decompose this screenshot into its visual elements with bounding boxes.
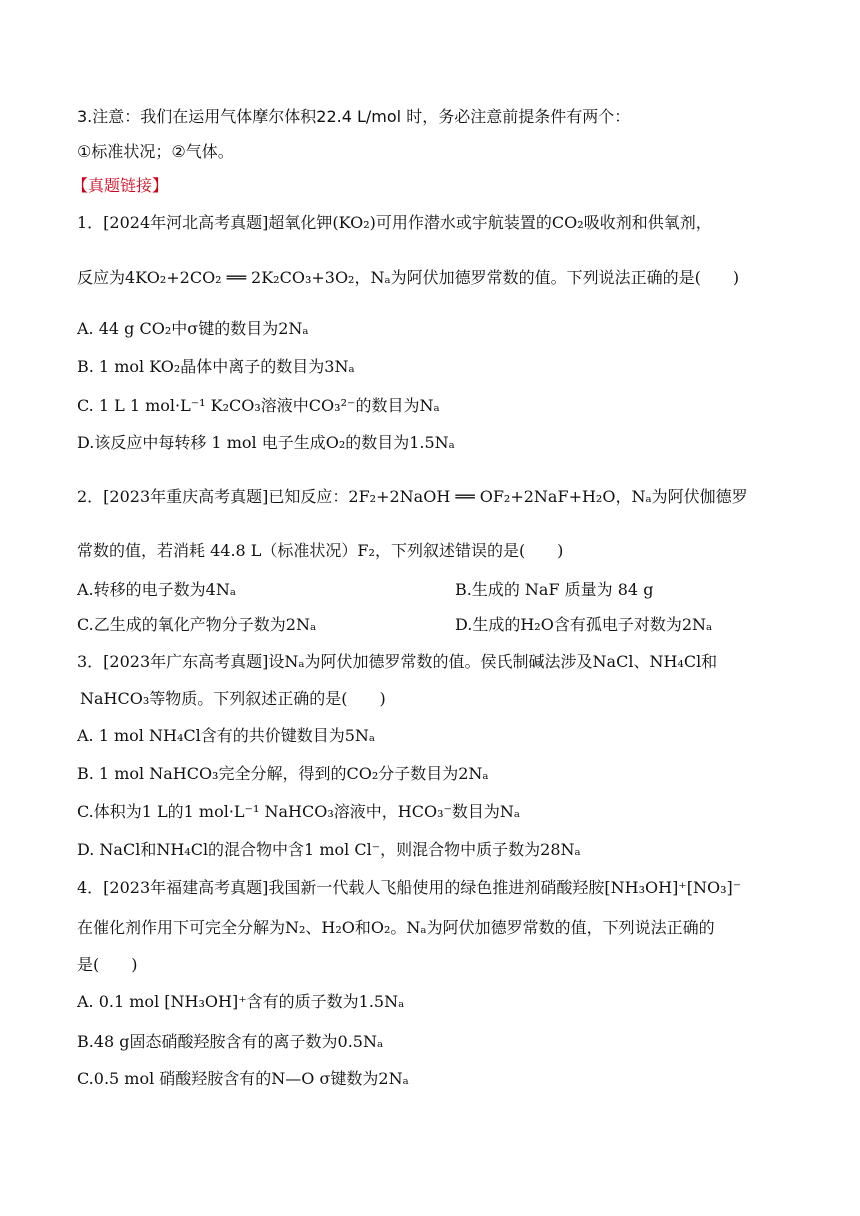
q3-option-b: B. 1 mol NaHCO₃完全分解，得到的CO₂分子数目为2Nₐ bbox=[77, 764, 489, 783]
q4-option-b: B.48 g固态硝酸羟胺含有的离子数为0.5Nₐ bbox=[77, 1032, 384, 1051]
q1-stem-line-2: 反应为4KO₂+2CO₂ ══ 2K₂CO₃+3O₂，Nₐ为阿伏加德罗常数的值。下列说法正确的是( ) bbox=[77, 268, 740, 287]
q1-option-a: A. 44 g CO₂中σ键的数目为2Nₐ bbox=[77, 319, 309, 338]
q2-option-d: D.生成的H₂O含有孤电子对数为2Nₐ bbox=[455, 615, 713, 634]
q3-option-a: A. 1 mol NH₄Cl含有的共价键数目为5Nₐ bbox=[77, 726, 376, 745]
q4-stem-line-2: 在催化剂作用下可完全分解为N₂、H₂O和O₂。Nₐ为阿伏加德罗常数的值，下列说法正确的 bbox=[77, 918, 715, 937]
q1-option-d: D.该反应中每转移 1 mol 电子生成O₂的数目为1.5Nₐ bbox=[77, 433, 455, 452]
q3-stem-line-2: NaHCO₃等物质。下列叙述正确的是( ) bbox=[80, 689, 386, 708]
q4-stem-line-1: 4．[2023年福建高考真题]我国新一代载人飞船使用的绿色推进剂硝酸羟胺[NH₃OH]⁺[NO₃]⁻ bbox=[77, 878, 742, 897]
q2-stem-line-1: 2．[2023年重庆高考真题]已知反应：2F₂+2NaOH ══ OF₂+2NaF+H₂O，Nₐ为阿伏伽德罗 bbox=[77, 487, 748, 506]
q2-option-a: A.转移的电子数为4Nₐ bbox=[77, 580, 236, 599]
q3-option-d: D. NaCl和NH₄Cl的混合物中含1 mol Cl⁻，则混合物中质子数为28Nₐ bbox=[77, 840, 581, 859]
q3-option-c: C.体积为1 L的1 mol·L⁻¹ NaHCO₃溶液中，HCO₃⁻数目为Nₐ bbox=[77, 802, 521, 821]
q2-options-row-2 bbox=[77, 615, 777, 634]
q2-option-b: B.生成的 NaF 质量为 84 g bbox=[455, 580, 654, 599]
q1-option-b: B. 1 mol KO₂晶体中离子的数目为3Nₐ bbox=[77, 357, 355, 376]
q2-options-row-1 bbox=[77, 580, 777, 599]
note-line-1: 3.注意：我们在运用气体摩尔体积22.4 L/mol 时，务必注意前提条件有两个： bbox=[77, 107, 631, 126]
q1-option-c: C. 1 L 1 mol·L⁻¹ K₂CO₃溶液中CO₃²⁻的数目为Nₐ bbox=[77, 396, 440, 415]
q4-stem-line-3: 是( ) bbox=[77, 955, 138, 974]
q4-option-c: C.0.5 mol 硝酸羟胺含有的N—O σ键数为2Nₐ bbox=[77, 1069, 409, 1088]
q1-stem-line-1: 1．[2024年河北高考真题]超氧化钾(KO₂)可用作潜水或宇航装置的CO₂吸收剂和供氧剂， bbox=[77, 213, 712, 232]
section-title: 【真题链接】 bbox=[72, 176, 169, 195]
note-line-2: ①标准状况；②气体。 bbox=[77, 142, 234, 161]
q2-stem-line-2: 常数的值，若消耗 44.8 L（标准状况）F₂，下列叙述错误的是( ) bbox=[77, 541, 564, 560]
q2-option-c: C.乙生成的氧化产物分子数为2Nₐ bbox=[77, 615, 317, 634]
q4-option-a: A. 0.1 mol [NH₃OH]⁺含有的质子数为1.5Nₐ bbox=[77, 992, 405, 1011]
q3-stem-line-1: 3．[2023年广东高考真题]设Nₐ为阿伏加德罗常数的值。侯氏制碱法涉及NaCl、NH₄Cl和 bbox=[77, 652, 718, 671]
